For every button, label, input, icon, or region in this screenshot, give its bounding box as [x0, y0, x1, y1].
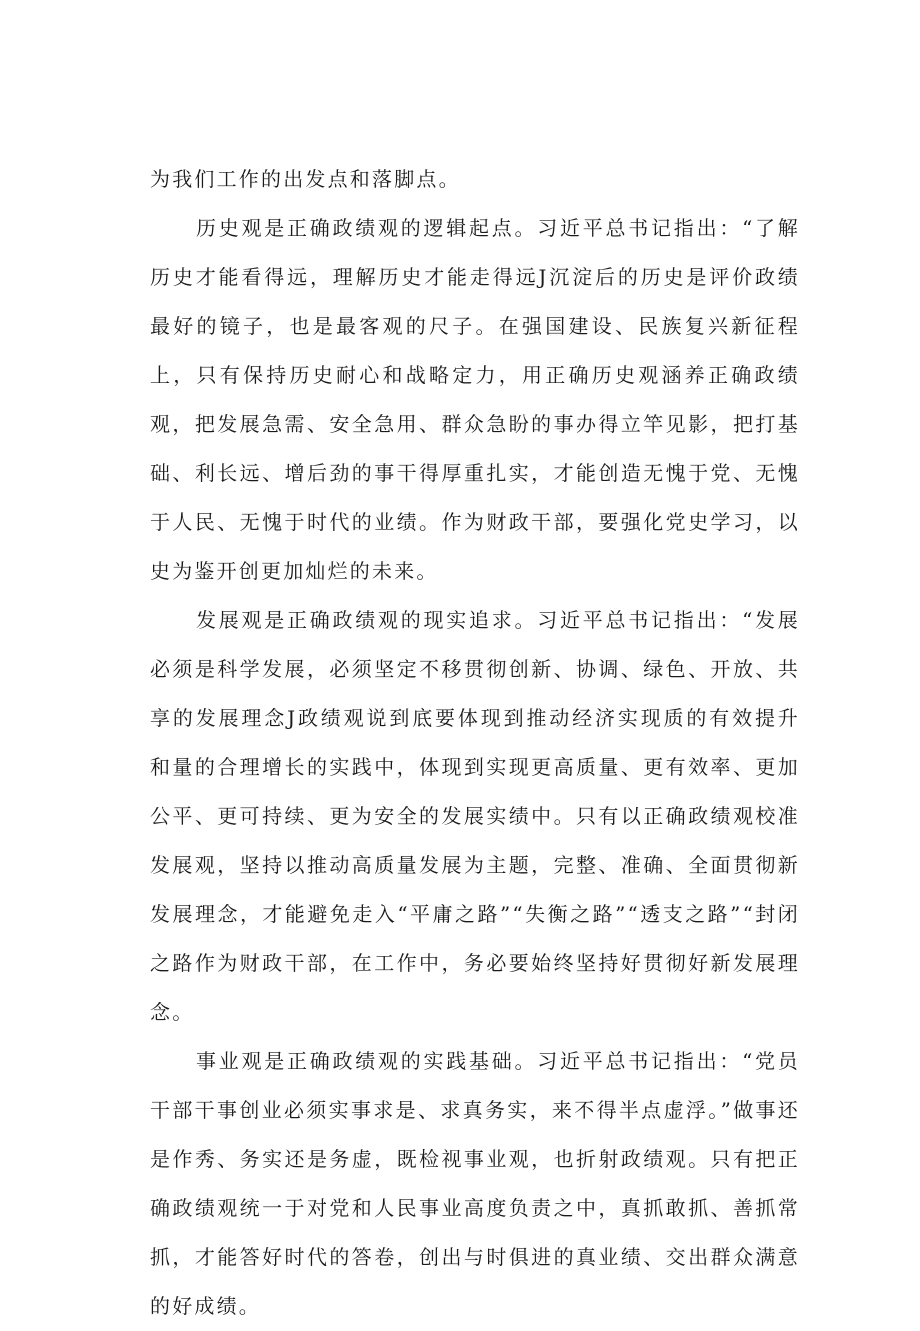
- paragraph-development-view: 发展观是正确政绩观的现实追求。习近平总书记指出：“发展必须是科学发展，必须坚定不移贯彻创新、协调、绿色、开放、共享的发展理念J政绩观说到底要体现到推动经济实现质的有效提升和量的合理增长的实践中，体现到实现更高质量、更有效率、更加公平、更可持续、更为安全的发展实绩中。只有以正确政绩观校准发展观，坚持以推动高质量发展为主题，完整、准确、全面贯彻新发展理念，才能避免走入“平庸之路”“失衡之路”“透支之路”“封闭之路作为财政干部，在工作中，务必要始终坚持好贯彻好新发展理念。: [150, 608, 800, 1024]
- paragraph-history-view: 历史观是正确政绩观的逻辑起点。习近平总书记指出：“了解历史才能看得远，理解历史才能走得远J沉淀后的历史是评价政绩最好的镜子，也是最客观的尺子。在强国建设、民族复兴新征程上，只有保持历史耐心和战略定力，用正确历史观涵养正确政绩观，把发展急需、安全急用、群众急盼的事办得立竿见影，把打基础、利长远、增后劲的事干得厚重扎实，才能创造无愧于党、无愧于人民、无愧于时代的业绩。作为财政干部，要强化党史学习，以史为鉴开创更加灿烂的未来。: [150, 216, 800, 583]
- paragraph-career-view: 事业观是正确政绩观的实践基础。习近平总书记指出：“党员干部干事创业必须实事求是、求真务实，来不得半点虚浮。”做事还是作秀、务实还是务虚，既检视事业观，也折射政绩观。只有把正确政绩观统一于对党和人民事业高度负责之中，真抓敢抓、善抓常抓，才能答好时代的答卷，创出与时俱进的真业绩、交出群众满意的好成绩。: [150, 1049, 800, 1318]
- document-body: [150, 155, 800, 1331]
- paragraph-continuation: 为我们工作的出发点和落脚点。: [150, 167, 461, 191]
